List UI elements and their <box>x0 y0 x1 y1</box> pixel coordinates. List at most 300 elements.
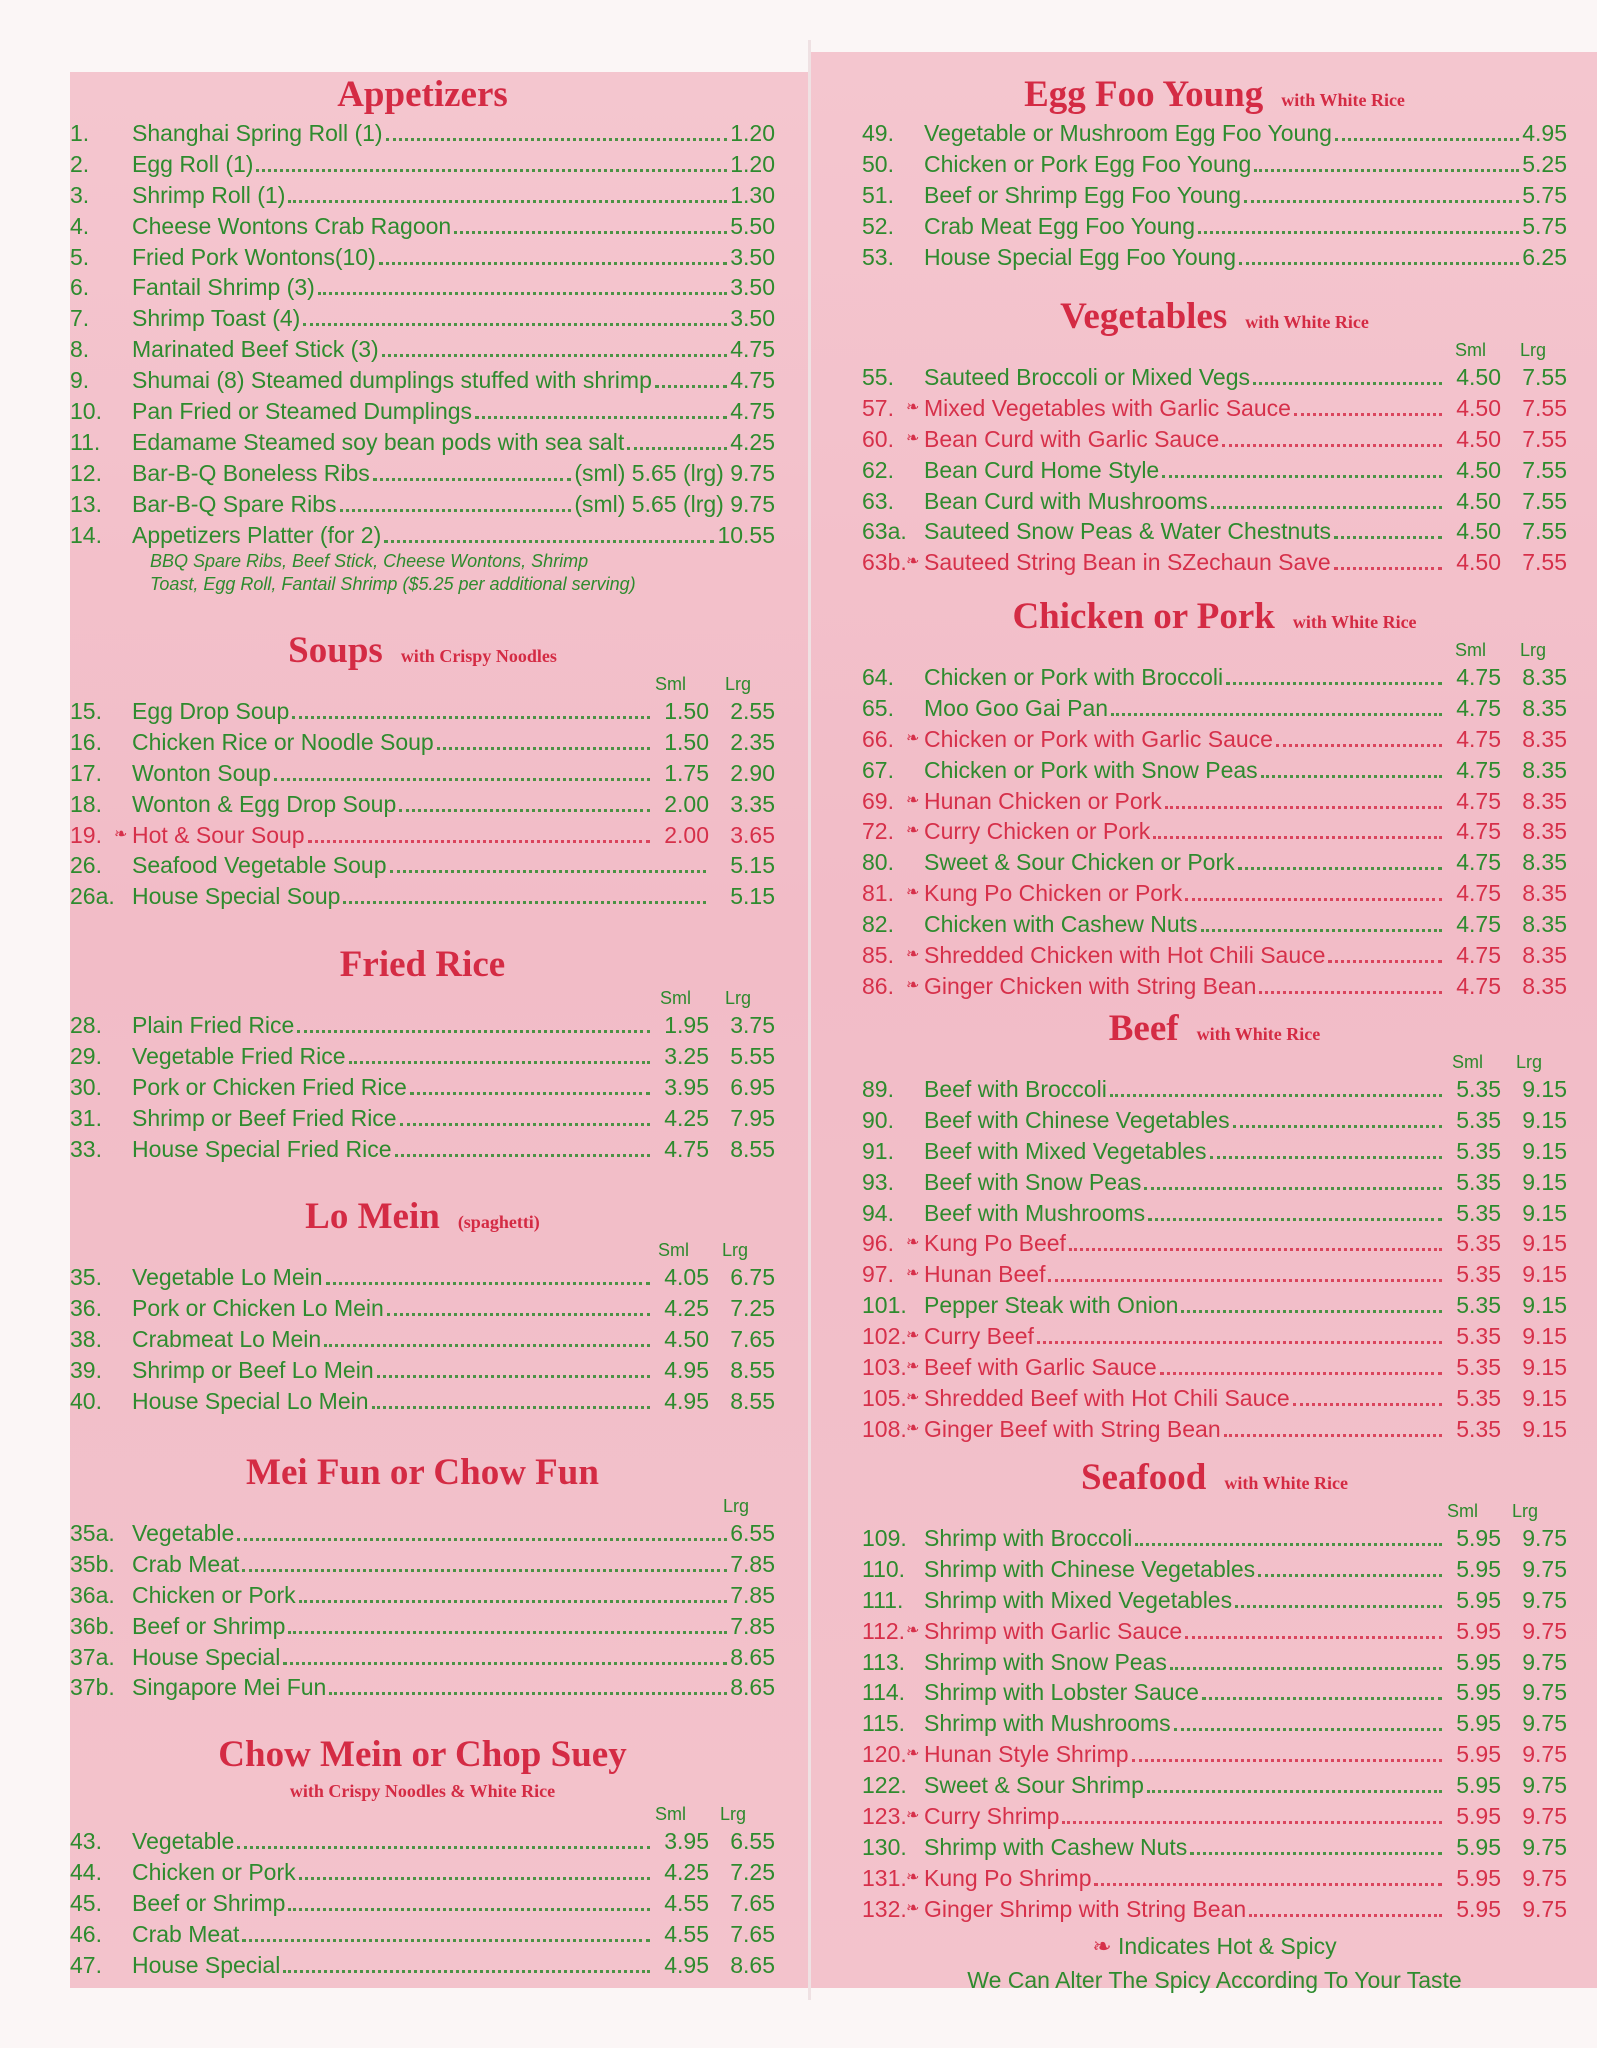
menu-item <box>862 393 1567 424</box>
sml-header: Sml <box>655 674 686 694</box>
lrg-header: Lrg <box>725 674 752 694</box>
item-price-small: 4.75 <box>1456 849 1501 876</box>
menu-item <box>70 1611 775 1642</box>
right-column <box>862 72 1567 1993</box>
section-header <box>70 72 775 118</box>
menu-item <box>70 365 775 396</box>
item-price-small: 4.95 <box>664 1387 709 1414</box>
item-price-small: 3.95 <box>664 1073 709 1100</box>
dot-leader <box>1148 1218 1442 1221</box>
item-price-large: 9.15 <box>1522 1076 1567 1102</box>
item-number: 91. <box>862 1137 894 1164</box>
dot-leader <box>297 1030 650 1033</box>
dot-leader <box>1185 898 1442 901</box>
menu-item <box>862 1074 1567 1105</box>
item-number: 17. <box>70 759 102 786</box>
item-price-large: 5.15 <box>730 852 775 879</box>
item-name: Kung Po Chicken or Pork <box>924 880 1183 907</box>
item-row-body <box>924 1739 1567 1769</box>
item-price-large: 7.85 <box>730 1550 775 1577</box>
item-row-body <box>924 1801 1567 1831</box>
item-price-small: 2.00 <box>664 821 709 848</box>
item-row-body <box>132 1134 775 1164</box>
item-name: Pork or Chicken Fried Rice <box>132 1073 407 1100</box>
section-title: Egg Foo Young <box>1024 74 1264 115</box>
item-name: Egg Drop Soup <box>132 698 290 724</box>
item-number: 115. <box>862 1710 906 1737</box>
item-row-body <box>132 149 775 179</box>
menu-item <box>70 1072 775 1103</box>
item-number: 46. <box>70 1920 102 1947</box>
dot-leader <box>1334 567 1442 570</box>
menu-item <box>70 272 775 303</box>
section-vegetables <box>862 294 1567 578</box>
item-price-small: 4.25 <box>664 1294 709 1321</box>
item-number: 12. <box>70 459 102 486</box>
lrg-header: Lrg <box>1516 1052 1543 1072</box>
item-name: Beef with Mixed Vegetables <box>924 1137 1207 1164</box>
item-price-large: 9.15 <box>1522 1168 1567 1195</box>
menu-item <box>70 758 775 789</box>
section-title: Vegetables <box>1060 296 1228 337</box>
item-name: Pan Fried or Steamed Dumplings <box>132 398 473 425</box>
dot-leader <box>1201 929 1442 932</box>
dot-leader <box>1239 262 1519 265</box>
menu-item <box>862 1708 1567 1739</box>
lrg-header: Lrg <box>720 1804 747 1824</box>
item-price-large: 9.75 <box>1522 1772 1567 1799</box>
dot-leader <box>1190 1852 1442 1855</box>
item-name: Shredded Beef with Hot Chili Sauce <box>924 1384 1290 1411</box>
menu-item <box>70 1262 775 1293</box>
item-name: Bar-B-Q Boneless Ribs <box>132 459 370 486</box>
menu-item <box>862 940 1567 971</box>
item-price-small: 5.95 <box>1456 1741 1501 1768</box>
item-price-large: 9.75 <box>1522 1803 1567 1830</box>
menu-item <box>862 362 1567 393</box>
platter-note <box>70 550 775 596</box>
item-number: 122. <box>862 1772 907 1799</box>
dot-leader <box>237 1846 650 1849</box>
menu-item <box>862 755 1567 786</box>
item-name: Beef with Chinese Vegetables <box>924 1106 1230 1133</box>
item-price-large: 9.15 <box>1522 1323 1567 1350</box>
item-price-large: 8.35 <box>1522 880 1567 907</box>
section-subtitle: (spaghetti) <box>457 1212 540 1232</box>
item-name: Beef or Shrimp <box>132 1612 286 1639</box>
item-price-large: 9.75 <box>1522 1895 1567 1922</box>
item-row-body <box>132 881 775 911</box>
item-name: Chicken or Pork <box>132 1581 296 1608</box>
dot-leader <box>288 1631 727 1634</box>
menu-item <box>862 847 1567 878</box>
item-name: House Special Lo Mein <box>132 1387 369 1414</box>
item-price-large: 9.75 <box>1522 1864 1567 1891</box>
menu-item <box>862 1770 1567 1801</box>
chili-pepper-icon: ❧ <box>906 976 920 994</box>
size-column-header <box>70 1240 775 1262</box>
item-name: Shrimp with Mixed Vegetables <box>924 1586 1233 1613</box>
item-name: Sweet & Sour Chicken or Pork <box>924 849 1235 876</box>
chili-pepper-icon: ❧ <box>1092 1932 1119 1959</box>
menu-item <box>862 211 1567 242</box>
item-name: Ginger Chicken with String Bean <box>924 972 1257 999</box>
section-title: Soups <box>288 630 383 671</box>
chili-pepper-icon: ❧ <box>906 1388 920 1406</box>
item-number: 40. <box>70 1387 102 1414</box>
item-price-small: 5.35 <box>1456 1323 1501 1350</box>
item-number: 28. <box>70 1012 102 1038</box>
item-price-large: 9.75 <box>1522 1833 1567 1860</box>
item-row-body <box>132 118 775 148</box>
item-number: 1. <box>70 120 90 146</box>
sml-header: Sml <box>660 988 691 1008</box>
menu-item <box>862 1383 1567 1414</box>
menu-item <box>862 724 1567 755</box>
dot-leader <box>303 323 727 326</box>
menu-item <box>862 786 1567 817</box>
item-number: 8. <box>70 336 90 363</box>
item-price-small: 5.95 <box>1456 1772 1501 1799</box>
item-list <box>70 1010 775 1164</box>
item-name: Kung Po Beef <box>924 1230 1066 1257</box>
item-name: Bean Curd Home Style <box>924 456 1160 483</box>
item-price-small: 5.95 <box>1456 1617 1501 1644</box>
item-number: 103. <box>862 1354 907 1381</box>
item-number: 3. <box>70 181 90 208</box>
section-seafood <box>862 1455 1567 1997</box>
menu-item <box>70 1010 775 1041</box>
item-number: 63. <box>862 487 894 514</box>
size-column-header <box>70 1804 775 1826</box>
item-price-small: 4.75 <box>1456 787 1501 814</box>
dot-leader <box>1198 231 1519 234</box>
item-name: Fried Pork Wontons(10) <box>132 243 376 270</box>
item-number: 101. <box>862 1292 907 1319</box>
section-header <box>70 1732 775 1778</box>
item-row-body <box>924 1585 1567 1615</box>
item-price-large: 9.15 <box>1522 1354 1567 1381</box>
chili-pepper-icon: ❧ <box>906 1868 920 1886</box>
item-number: 67. <box>862 756 894 783</box>
item-number: 35b. <box>70 1550 115 1577</box>
lrg-header: Lrg <box>725 988 752 1008</box>
section-beef <box>862 1006 1567 1445</box>
section-title: Chow Mein or Chop Suey <box>218 1734 627 1775</box>
menu-item <box>70 242 775 273</box>
menu-item <box>70 1826 775 1857</box>
item-list <box>70 1518 775 1703</box>
item-price-large: 6.55 <box>730 1828 775 1854</box>
section-header <box>862 1455 1567 1501</box>
section-chow-mein <box>70 1732 775 1980</box>
item-list <box>862 118 1567 272</box>
lrg-header: Lrg <box>1512 1501 1539 1521</box>
menu-item <box>862 516 1567 547</box>
item-price-small: 4.75 <box>1456 880 1501 907</box>
section-subtitle: with Crispy Noodles & White Rice <box>289 1781 556 1801</box>
item-list <box>70 696 775 912</box>
item-price-large: 9.75 <box>1522 1617 1567 1644</box>
item-row-body <box>132 850 775 880</box>
section-lo-mein <box>70 1194 775 1416</box>
menu-item <box>862 149 1567 180</box>
sml-header: Sml <box>1447 1501 1478 1521</box>
item-row-body <box>924 455 1567 485</box>
dot-leader <box>318 292 727 295</box>
dot-leader <box>386 138 728 141</box>
item-price-small: 1.75 <box>664 759 709 786</box>
item-price-large: 7.55 <box>1522 456 1567 483</box>
dot-leader <box>1132 1759 1442 1762</box>
item-name: Beef with Broccoli <box>924 1076 1107 1102</box>
item-number: 4. <box>70 212 90 239</box>
item-number: 45. <box>70 1889 102 1916</box>
item-name: Hunan Beef <box>924 1261 1046 1288</box>
dot-leader <box>382 354 728 357</box>
item-price-large: 8.35 <box>1522 756 1567 783</box>
item-row-body <box>924 1228 1567 1258</box>
item-row-body <box>924 1832 1567 1862</box>
item-price-large: 8.55 <box>730 1356 775 1383</box>
dot-leader <box>1258 1574 1442 1577</box>
item-number: 51. <box>862 181 894 208</box>
dot-leader <box>1235 1605 1442 1608</box>
item-price-large: 7.85 <box>730 1581 775 1608</box>
dot-leader <box>308 840 650 843</box>
item-name: Edamame Steamed soy bean pods with sea salt <box>132 428 625 455</box>
sml-header: Sml <box>1455 340 1486 360</box>
item-name: Singapore Mei Fun <box>132 1674 327 1701</box>
item-name: Sauteed Broccoli or Mixed Vegs <box>924 364 1251 390</box>
item-price-large: 8.35 <box>1522 725 1567 752</box>
item-name: Shrimp with Broccoli <box>924 1525 1133 1551</box>
item-row-body <box>924 1554 1567 1584</box>
menu-item <box>862 1739 1567 1770</box>
menu-item <box>862 1414 1567 1445</box>
menu-item <box>862 118 1567 149</box>
item-number: 36. <box>70 1294 102 1321</box>
item-row-body <box>132 727 775 757</box>
item-number: 132. <box>862 1895 907 1922</box>
item-row-body <box>924 1647 1567 1677</box>
item-row-body <box>132 396 775 426</box>
item-price-small: 3.25 <box>664 1042 709 1069</box>
dot-leader <box>343 901 706 904</box>
chili-pepper-icon: ❧ <box>906 1745 920 1763</box>
item-row-body <box>132 1355 775 1385</box>
item-row-body <box>132 696 775 726</box>
item-number: 49. <box>862 120 894 146</box>
section-soups <box>70 628 775 912</box>
menu-item <box>70 1324 775 1355</box>
item-number: 90. <box>862 1106 894 1133</box>
section-subtitle: with White Rice <box>1245 312 1369 332</box>
dot-leader <box>437 747 650 750</box>
sml-header: Sml <box>1455 640 1486 660</box>
item-row-body <box>924 1074 1567 1104</box>
item-row-body <box>924 1523 1567 1553</box>
item-number: 44. <box>70 1858 102 1885</box>
item-number: 97. <box>862 1261 894 1288</box>
section-subtitle: with Crispy Noodles <box>400 646 557 666</box>
chili-pepper-icon: ❧ <box>114 825 128 843</box>
menu-item <box>862 455 1567 486</box>
item-number: 43. <box>70 1828 102 1854</box>
item-row-body <box>924 393 1567 423</box>
item-price-large: 7.55 <box>1522 425 1567 452</box>
item-row-body <box>132 303 775 333</box>
size-column-header <box>862 1052 1567 1074</box>
dot-leader <box>387 1313 650 1316</box>
item-number: 31. <box>70 1104 102 1131</box>
item-row-body <box>132 1386 775 1416</box>
item-price-small: 4.50 <box>1456 549 1501 576</box>
item-row-body <box>132 1919 775 1949</box>
menu-item <box>70 396 775 427</box>
menu-item <box>70 789 775 820</box>
section-subtitle: with White Rice <box>1281 90 1405 110</box>
item-name: Sweet & Sour Shrimp <box>924 1772 1144 1799</box>
item-number: 52. <box>862 212 894 239</box>
menu-item <box>862 547 1567 578</box>
item-price-small: 5.35 <box>1456 1354 1501 1381</box>
item-price-small: 5.35 <box>1456 1168 1501 1195</box>
item-price-small: 4.75 <box>1456 818 1501 845</box>
chili-pepper-icon: ❧ <box>906 429 920 447</box>
dot-leader <box>395 1154 650 1157</box>
item-row-body <box>132 1072 775 1102</box>
item-number: 33. <box>70 1135 102 1162</box>
menu-item <box>70 1386 775 1417</box>
item-price-small: 5.35 <box>1456 1230 1501 1257</box>
item-price-large: 8.35 <box>1522 972 1567 999</box>
chili-pepper-icon: ❧ <box>906 729 920 747</box>
dot-leader <box>1111 713 1442 716</box>
dot-leader <box>1144 1187 1442 1190</box>
dot-leader <box>256 169 727 172</box>
dot-leader <box>237 1538 727 1541</box>
item-name: Beef or Shrimp Egg Foo Young <box>924 181 1242 208</box>
dot-leader <box>399 809 650 812</box>
item-price-large: 2.90 <box>730 759 775 786</box>
item-price-large: 7.65 <box>730 1920 775 1947</box>
menu-item <box>862 1832 1567 1863</box>
item-name: Shrimp or Beef Lo Mein <box>132 1356 374 1383</box>
page-fold <box>808 40 811 2000</box>
item-row-body <box>132 242 775 272</box>
dot-leader <box>373 478 572 481</box>
item-price-small: 4.50 <box>1456 394 1501 421</box>
item-list <box>862 1523 1567 1925</box>
item-price: 4.95 <box>1522 120 1567 146</box>
dot-leader <box>326 1282 650 1285</box>
item-price-large: 9.75 <box>1522 1648 1567 1675</box>
item-price-large: 9.75 <box>1522 1586 1567 1613</box>
item-name: Chicken or Pork <box>132 1858 296 1885</box>
item-row-body <box>132 1010 775 1040</box>
section-header <box>862 72 1567 118</box>
item-name: Shanghai Spring Roll (1) <box>132 120 383 146</box>
item-price-small: 5.95 <box>1456 1803 1501 1830</box>
item-price-small: 4.25 <box>664 1858 709 1885</box>
dot-leader <box>1160 1372 1442 1375</box>
item-name: Hunan Style Shrimp <box>924 1741 1129 1768</box>
dot-leader <box>655 385 727 388</box>
item-name: Mixed Vegetables with Garlic Sauce <box>924 394 1291 421</box>
item-price-small: 4.55 <box>664 1889 709 1916</box>
size-column-header <box>862 340 1567 362</box>
menu-item <box>70 727 775 758</box>
item-name: Moo Goo Gai Pan <box>924 694 1109 721</box>
item-row-body <box>924 1894 1567 1924</box>
section-header <box>862 294 1567 340</box>
section-header <box>70 628 775 674</box>
item-number: 19. <box>70 821 102 848</box>
size-column-header <box>70 674 775 696</box>
section-chicken-pork <box>862 594 1567 1002</box>
menu-item <box>862 424 1567 455</box>
item-price-large: 7.55 <box>1522 487 1567 514</box>
item-row-body <box>924 693 1567 723</box>
menu-item <box>70 1134 775 1165</box>
menu-item <box>70 118 775 149</box>
item-row-body <box>924 1352 1567 1382</box>
chili-pepper-icon: ❧ <box>906 1234 920 1252</box>
chili-pepper-icon: ❧ <box>906 398 920 416</box>
item-row-body <box>132 1293 775 1323</box>
item-price-small: 1.95 <box>664 1012 709 1038</box>
item-row-body <box>924 1708 1567 1738</box>
item-number: 102. <box>862 1323 907 1350</box>
item-price: 4.25 <box>730 428 775 455</box>
item-price-small: 4.75 <box>1456 725 1501 752</box>
dot-leader <box>475 416 727 419</box>
item-list <box>70 118 775 550</box>
item-number: 86. <box>862 972 894 999</box>
menu-item <box>862 1863 1567 1894</box>
item-price-small: 1.50 <box>664 698 709 724</box>
item-name: Shredded Chicken with Hot Chili Sauce <box>924 942 1326 969</box>
item-price-large: 8.35 <box>1522 818 1567 845</box>
menu-item <box>70 696 775 727</box>
item-number: 80. <box>862 849 894 876</box>
dot-leader <box>1254 169 1519 172</box>
item-number: 38. <box>70 1325 102 1352</box>
item-row-body <box>132 789 775 819</box>
menu-item <box>70 1580 775 1611</box>
item-price-small: 4.95 <box>664 1356 709 1383</box>
item-row-body <box>924 1198 1567 1228</box>
item-price-small: 5.95 <box>1456 1895 1501 1922</box>
chili-pepper-icon: ❧ <box>906 1327 920 1345</box>
item-number: 81. <box>862 880 894 907</box>
menu-item <box>862 1894 1567 1925</box>
menu-item <box>862 1585 1567 1616</box>
item-price-large: 3.65 <box>730 821 775 848</box>
item-row-body <box>132 758 775 788</box>
item-row-body <box>924 486 1567 516</box>
dot-leader <box>410 1092 650 1095</box>
item-row-body <box>924 909 1567 939</box>
item-price: 4.75 <box>730 367 775 394</box>
item-row-body <box>924 816 1567 846</box>
item-number: 11. <box>70 428 101 455</box>
menu-footer <box>862 1929 1567 1997</box>
menu-item <box>862 878 1567 909</box>
item-price-large: 6.95 <box>730 1073 775 1100</box>
item-name: House Special <box>132 1951 281 1978</box>
